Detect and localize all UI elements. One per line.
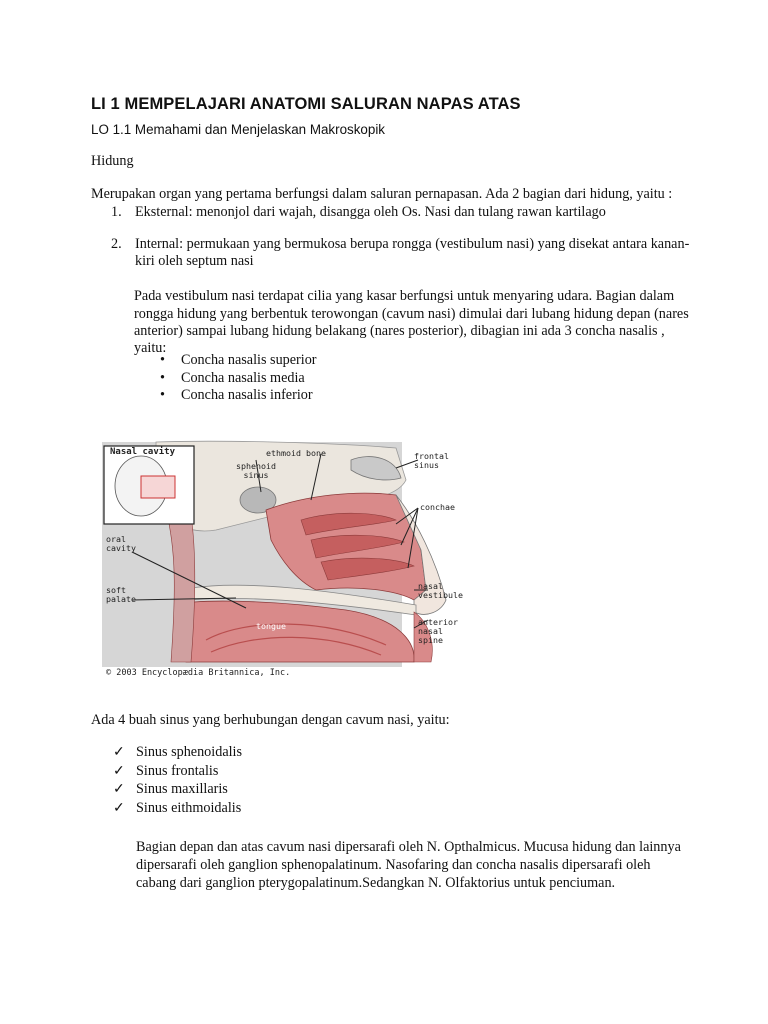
- diagram-label-anterior-nasal-spine: anterior nasal spine: [418, 617, 458, 645]
- diagram-label-conchae: conchae: [420, 502, 455, 512]
- checkmark-icon: ✓: [113, 763, 125, 779]
- bullet-item: Concha nasalis superior: [181, 352, 317, 368]
- paragraph-line: Bagian depan dan atas cavum nasi dipersarafi oleh N. Opthalmicus. Mucusa hidung dan lainnya: [136, 839, 681, 855]
- checkmark-icon: ✓: [113, 800, 125, 816]
- bullet-item: Concha nasalis inferior: [181, 387, 313, 403]
- paragraph-line: cabang dari ganglion pterygopalatinum.Sedangkan N. Olfaktorius untuk penciuman.: [136, 875, 616, 891]
- diagram-label-frontal: frontal sinus: [414, 451, 449, 470]
- list-item: Eksternal: menonjol dari wajah, disangga oleh Os. Nasi dan tulang rawan kartilago: [135, 204, 606, 220]
- anatomy-illustration: [96, 440, 476, 685]
- checklist-item: Sinus eithmoidalis: [136, 800, 242, 816]
- diagram-label-nasal-vestibule: nasal vestibule: [418, 581, 463, 600]
- bullet-icon: •: [160, 352, 165, 368]
- paragraph-line: yaitu:: [134, 340, 167, 356]
- page-subtitle: LO 1.1 Memahami dan Menjelaskan Makroskopik: [91, 122, 385, 137]
- diagram-label-soft-palate: soft palate: [106, 585, 136, 604]
- nasal-cavity-diagram: [96, 440, 476, 685]
- diagram-label-nasal-cavity: Nasal cavity: [110, 447, 176, 457]
- paragraph-line: Pada vestibulum nasi terdapat cilia yang kasar berfungsi untuk menyaring udara. Bagian dalam: [134, 288, 675, 304]
- page-title: LI 1 MEMPELAJARI ANATOMI SALURAN NAPAS ATAS: [91, 95, 521, 113]
- paragraph-line: dipersarafi oleh ganglion sphenopalatinum. Nasofaring dan concha nasalis dipersarafi oleh: [136, 857, 651, 873]
- checklist-item: Sinus frontalis: [136, 763, 219, 779]
- checkmark-icon: ✓: [113, 744, 125, 760]
- diagram-label-sphenoid: sphenoid sinus: [236, 461, 276, 480]
- section-heading: Hidung: [91, 153, 134, 169]
- diagram-label-tongue: tongue: [256, 621, 286, 631]
- list-item: Internal: permukaan yang bermukosa berupa rongga (vestibulum nasi) yang disekat antara kanan-: [135, 236, 690, 252]
- checkmark-icon: ✓: [113, 781, 125, 797]
- diagram-label-ethmoid: ethmoid bone: [266, 448, 326, 458]
- diagram-credit: © 2003 Encyclopædia Britannica, Inc.: [106, 668, 291, 678]
- bullet-icon: •: [160, 370, 165, 386]
- diagram-label-oral: oral cavity: [106, 534, 136, 553]
- bullet-item: Concha nasalis media: [181, 370, 305, 386]
- sinus-intro: Ada 4 buah sinus yang berhubungan dengan cavum nasi, yaitu:: [91, 712, 450, 728]
- checklist-item: Sinus maxillaris: [136, 781, 228, 797]
- paragraph-line: rongga hidung yang berbentuk terowongan (cavum nasi) dimulai dari lubang hidung depan (nares: [134, 306, 689, 322]
- checklist-item: Sinus sphenoidalis: [136, 744, 243, 760]
- list-number: 1.: [111, 204, 122, 220]
- bullet-icon: •: [160, 387, 165, 403]
- list-number: 2.: [111, 236, 122, 252]
- paragraph-line: anterior) sampai lubang hidung belakang (nares posterior), dibagian ini ada 3 concha nasalis ,: [134, 323, 665, 339]
- intro-paragraph: Merupakan organ yang pertama berfungsi dalam saluran pernapasan. Ada 2 bagian dari hidung, yaitu :: [91, 186, 673, 202]
- list-item-continuation: kiri oleh septum nasi: [135, 253, 254, 269]
